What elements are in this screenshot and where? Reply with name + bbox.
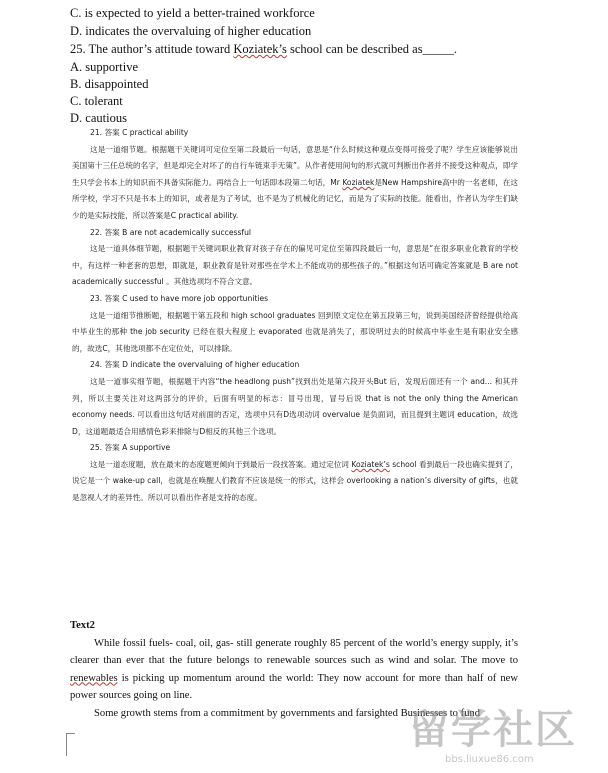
answer-21-body [72, 142, 518, 225]
answer-25-text-2: school 看到最后一段也确实提到了，说它是一个 wake-up call，也就是在唤醒人们教育不应该是统一的形式，这样会 overlooking a nation’s diversity of gifts，也就是忽视人才的差异性。所以可以看出作者是支持的态度。 [72, 459, 518, 503]
answer-25-name: Koziatek’s [351, 459, 390, 469]
answer-21-head: 21. 答案 C practical ability [90, 128, 189, 137]
answer-25-text-1: 这是一道态度题，放在最末的态度题更倾向于到最后一段找答案。通过定位词 [90, 459, 352, 469]
answer-section [72, 125, 518, 507]
q25-option-c: C. tolerant [70, 94, 123, 108]
text2-paragraph-1 [70, 635, 518, 705]
page-corner-mark [66, 733, 75, 756]
answer-22-body: 这是一道具体细节题，根据题干关键词职业教育对孩子存在的偏见可定位至第四段最后一句，意思是“在很多职业化教育的学校中，有这样一种老套的思想，即就是，职业教育是针对那些在学术上不能成功的那些孩子的。”根据这句话可确定答案就是 B are not academically successful 。其他选项均不符合文意。 [72, 244, 518, 287]
watermark [405, 708, 605, 768]
q25-stem-after: school can be described as_____. [286, 42, 457, 56]
q25-option-d: D. cautious [70, 111, 127, 125]
text2-title: Text2 [70, 620, 95, 631]
q25-option-b: B. disappointed [70, 77, 149, 91]
text2-p1-before: While fossil fuels- coal, oil, gas- still generate roughly 85 percent of the world’s energy supply, it’s clearer than ever that the future belongs to renewable sources such as wind and solar. The move to [70, 637, 518, 666]
answer-21-text-2: 是New Hampshire高中的一名老师，在这所学校，学习不只是书本上的知识，或者是为了考试，也不是为了机械化的记忆，而是为了实际的技能。能看出，作者认为学生们缺少的是实际技能，所以答案是C practical ability. [72, 177, 518, 220]
q25-stem [70, 41, 457, 57]
text2-p1-after: is picking up momentum around the world: They now account for more than half of new power sources going on line. [70, 672, 518, 701]
answer-23-body: 这是一道细节推断题，根据题干第五段和 high school graduates 回到原文定位在第五段第三句，说到美国经济曾经提供给高中毕业生的那种 the job security 已经在很大程度上 evaporated 也就是消失了，那说明过去的时候高中毕业生是有职业安全感的，故选C，其他选项都不在定位处，可以排除。 [72, 310, 518, 353]
text2-paragraph-2: Some growth stems from a commitment by governments and farsighted Businesses to fund [94, 707, 481, 719]
q24-option-d: D. indicates the overvaluing of higher education [70, 24, 312, 38]
q25-stem-before: 25. The author’s attitude toward [70, 42, 234, 56]
answer-21-text-1: 这是一道细节题。根据题干关键词可定位至第二段最后一句话，意思是“什么时候这种观点变得可接受了呢？学生应该能够说出美国第十三任总统的名字，但是却完全对坏了的自行车链束手无策”。从作者使用间句的形式就可判断出作者并不接受这种观点，即学生只学会书本上的知识而不具备实际能力。再结合上一句话即本段第二句话，Mr [72, 144, 518, 187]
q25-stem-name: Koziatek’s [233, 42, 287, 56]
answer-25-body [72, 457, 518, 507]
answer-23-head: 23. 答案 C used to have more job opportunities [90, 293, 269, 303]
answer-24-body: 这是一道事实细节题，根据题干内容“the headlong push”找到出处是第六段开头But 后，发现后面还有一个 and... 和其并列，所以主要关注对这两部分的评价，后面有明显的标志：冒号出现，冒号后说 that is not the only thing the American economy needs. 可以看出这句话对前面的否定，选项中只有D选项动词 overvalue 是负面词，而且提到主题词 education，故选D，这道题最适合用感情色彩来排除与D相反的其他三个选项。 [72, 376, 518, 436]
answer-22-head: 22. 答案 B are not academically successful [90, 227, 251, 237]
q24-option-c: C. is expected to yield a better-trained workforce [70, 6, 315, 20]
watermark-url: bbs.liuxue86.com [445, 754, 534, 765]
text2-p1-word: renewables [70, 672, 118, 684]
watermark-logo-text: 留学社区 [409, 707, 577, 753]
q25-option-a: A. supportive [70, 60, 139, 74]
answer-21-name: Koziatek [342, 177, 375, 187]
answer-24-head: 24. 答案 D indicate the overvaluing of higher education [90, 360, 300, 370]
answer-25-head: 25. 答案 A supportive [90, 443, 171, 453]
